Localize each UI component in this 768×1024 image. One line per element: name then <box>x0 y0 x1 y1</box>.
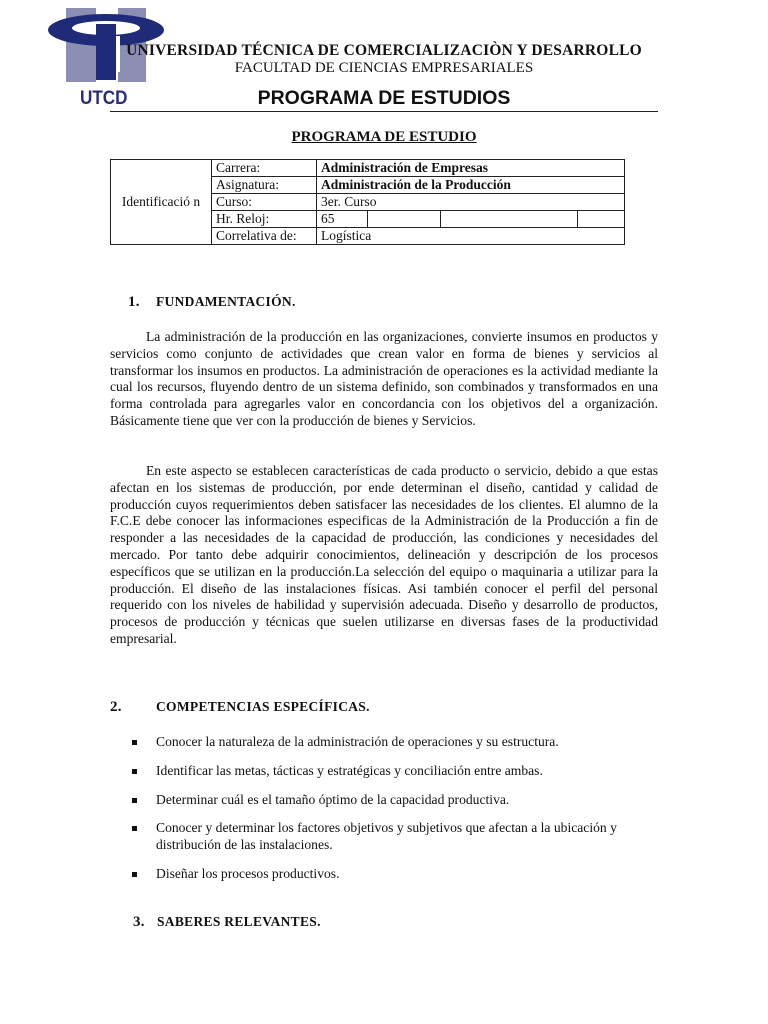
row-label: Carrera: <box>212 160 317 177</box>
paragraph: En este aspecto se establecen características de cada producto o servicio, debido a que estas afectan en los sistemas de producción, por ende determinan el diseño, cantidad y calidad de producción cuyos requerimientos deben satisfacer las necesidades de los clientes. El alumno de la F.C.E debe conocer las informaciones especificas de la Administración de la Producción a fin de responder a las necesidades de la capacidad de producción, las condiciones y necesidades del mercado. Por tanto debe adquirir conocimientos, delineación y descripción de los procesos específicos que se utilizan en la producción.La selección del equipo o maquinaria a utilizar para la producción. El diseño de las instalaciones físicas. Asi también conocer el perfil del personal requerido con los niveles de habilidad y supervisión adecuada. Diseño y desarrollo de productos, procesos de producción y técnicas que suelen utilizarse en diversas fases de la productividad empresarial. <box>110 463 658 646</box>
section-title: COMPETENCIAS ESPECÍFICAS. <box>156 699 370 714</box>
empty-cell <box>368 211 441 228</box>
empty-cell <box>441 211 578 228</box>
identification-label: Identificació n <box>111 160 212 245</box>
row-label: Curso: <box>212 194 317 211</box>
row-label: Asignatura: <box>212 177 317 194</box>
title-divider <box>110 111 658 112</box>
bullet-icon <box>132 740 137 745</box>
list-item-text: Conocer y determinar los factores objetivos y subjetivos que afectan a la ubicación y distribución de las instalaciones. <box>156 820 617 853</box>
bullet-icon <box>132 826 137 831</box>
hours-value: 65 <box>317 211 368 228</box>
section-heading-fundamentacion <box>128 294 296 311</box>
subject-value: Administración de la Producción <box>317 177 625 194</box>
list-item-text: Diseñar los procesos productivos. <box>156 865 340 881</box>
row-label: Hr. Reloj: <box>212 211 317 228</box>
list-item <box>110 866 630 883</box>
row-label: Correlativa de: <box>212 228 317 245</box>
list-item <box>110 734 630 751</box>
list-item <box>110 820 630 854</box>
career-value: Administración de Empresas <box>317 160 625 177</box>
document-subtitle: PROGRAMA DE ESTUDIO <box>291 129 477 145</box>
bullet-icon <box>132 798 137 803</box>
competencies-list <box>110 734 630 895</box>
identification-table <box>110 159 625 245</box>
empty-cell <box>578 211 625 228</box>
list-item-text: Conocer la naturaleza de la administración de operaciones y su estructura. <box>156 734 559 749</box>
course-value: 3er. Curso <box>317 194 625 211</box>
bullet-icon <box>132 769 137 774</box>
logo-text: UTCD <box>80 88 128 109</box>
section-number: 3. <box>133 914 145 930</box>
list-item <box>110 792 630 809</box>
section-title: FUNDAMENTACIÓN. <box>156 294 296 309</box>
page-title: PROGRAMA DE ESTUDIOS <box>257 87 511 109</box>
prerequisite-value: Logística <box>317 228 625 245</box>
university-name: UNIVERSIDAD TÉCNICA DE COMERCIALIZACIÒN Y DESARROLLO <box>126 42 642 59</box>
table-row <box>111 160 625 177</box>
bullet-icon <box>132 872 137 877</box>
list-item-text: Identificar las metas, tácticas y estratégicas y conciliación entre ambas. <box>156 762 543 778</box>
list-item-text: Determinar cuál es el tamaño óptimo de la capacidad productiva. <box>156 791 510 807</box>
section-number: 1. <box>128 294 140 310</box>
paragraph: La administración de la producción en las organizaciones, convierte insumos en productos y servicios como conjunto de actividades que crean valor en forma de bienes y servicios al transformar los insumos en productos. La administración de operaciones es la actividad mediante la cual los recursos, fluyendo dentro de un sistema definido, son combinados y transformados en una forma controlada para agregarles valor en concordancia con los objetivos del a organización. Básicamente tiene que ver con la producción de bienes y Servicios. <box>110 329 658 428</box>
section-number: 2. <box>110 699 122 715</box>
faculty-name: FACULTAD DE CIENCIAS EMPRESARIALES <box>234 60 534 76</box>
section-heading-saberes <box>133 914 321 931</box>
list-item <box>110 763 630 780</box>
section-title: SABERES RELEVANTES. <box>157 914 321 929</box>
section-heading-competencias <box>110 699 370 716</box>
